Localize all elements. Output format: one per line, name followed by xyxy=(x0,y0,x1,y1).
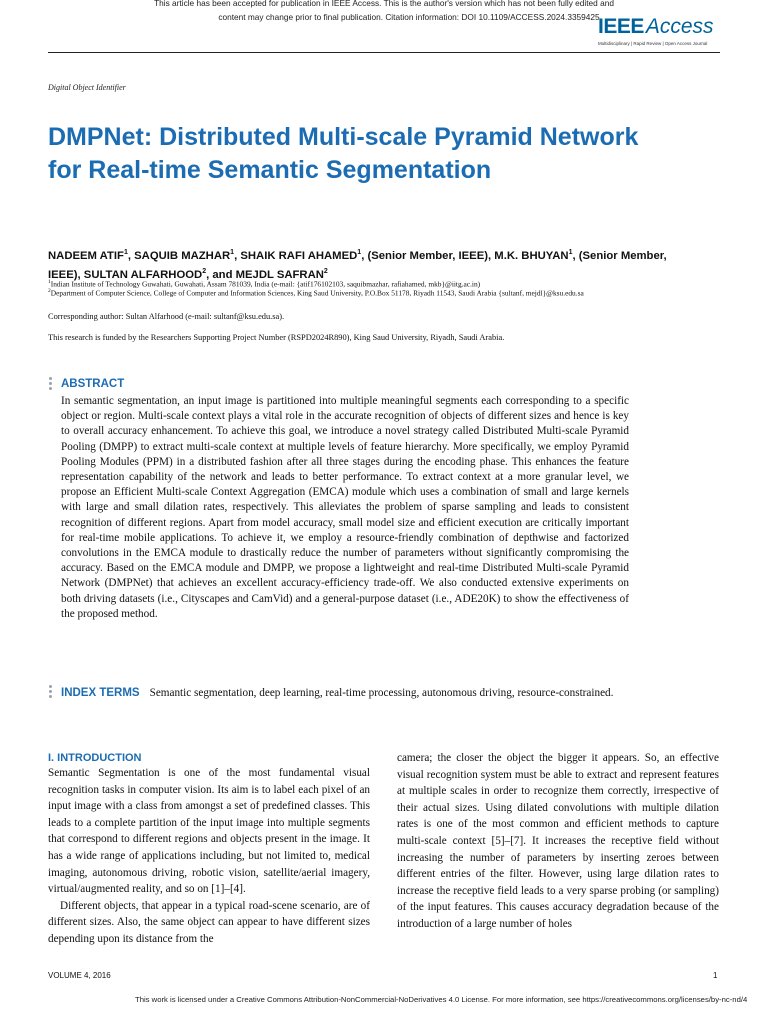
right-column xyxy=(397,750,719,933)
intro-paragraph-1: Semantic Segmentation is one of the most fundamental visual recognition tasks in computer vision. Its aim is to label each pixel of an input image with a class from amongst a set of predefined classes. This leads to a complete partition of the input image into multiple segments that correspond to different regions and objects present in the image. It has a wide range of applications including, but not limited to, medical imaging, autonomous driving, robotic vision, satellite/aerial imagery, virtual/augmented reality, and so on [1]–[4]. xyxy=(48,767,370,896)
funding-note: This research is funded by the Researchers Supporting Project Number (RSPD2024R890), King Saud University, Riyadh, Saudi Arabia. xyxy=(48,333,505,342)
affiliation-2-text: Department of Computer Science, College of Computer and Information Sciences, King Saud University, P.O.Box 51178, Riyadh 11543, Saudi Arabia {sultanf, mejdl}@ksu.edu.sa xyxy=(50,288,584,298)
intro-paragraph-2: Different objects, that appear in a typical road-scene scenario, are of different sizes. Also, the same object can appear to have different sizes depending upon its distance from the xyxy=(48,899,370,945)
logo-access-text: Access xyxy=(645,15,714,38)
ieee-access-logo xyxy=(598,15,716,49)
author-name: NADEEM ATIF xyxy=(48,249,124,262)
paper-title: DMPNet: Distributed Multi-scale Pyramid Network for Real-time Semantic Segmentation xyxy=(48,123,639,184)
affiliation-1-marker: 1 xyxy=(48,279,51,285)
author-separator: , and xyxy=(206,268,236,281)
index-terms xyxy=(61,685,629,702)
corresponding-author: Corresponding author: Sultan Alfarhood (e-mail: sultanf@ksu.edu.sa). xyxy=(48,312,285,321)
affiliation-1-text: Indian Institute of Technology Guwahati, Guwahati, Assam 781039, India (e-mail: {atif176102103, saquibmazhar, rafiahamed, mkb}@iitg.ac.in) xyxy=(50,279,481,289)
author-affiliation-marker: 1 xyxy=(230,249,235,256)
affiliation-2-marker: 2 xyxy=(48,288,51,294)
author-list xyxy=(48,245,668,283)
logo-ieee-text: IEEE xyxy=(598,15,644,38)
left-column xyxy=(48,765,370,948)
author-affiliation-marker: 1 xyxy=(568,249,573,256)
author-affiliation-marker: 1 xyxy=(357,249,362,256)
doi-label: Digital Object Identifier xyxy=(48,83,126,92)
author-name: SHAIK RAFI AHAMED xyxy=(240,249,358,262)
author-affiliation-marker: 2 xyxy=(323,267,328,275)
index-terms-dots-icon xyxy=(49,685,53,700)
author-affiliation-marker: 1 xyxy=(123,249,128,256)
author-separator: , (Senior Member, IEEE), xyxy=(48,249,667,281)
affiliation-2 xyxy=(48,287,688,297)
index-terms-body: Semantic segmentation, deep learning, real-time processing, autonomous driving, resource-constrained. xyxy=(149,687,614,699)
license-notice: This work is licensed under a Creative Commons Attribution-NonCommercial-NoDerivatives 4.0 License. For more information, see https://creativecommons.org/licenses/by-nc-nd/4 xyxy=(135,995,748,1004)
footer-volume: VOLUME 4, 2016 xyxy=(48,971,111,980)
page-number: 1 xyxy=(713,971,718,980)
header-rule xyxy=(48,52,720,53)
intro-paragraph-3: camera; the closer the object the bigger it appears. So, an effective visual recognition system must be able to extract and represent features at multiple scales in order to recognize them correctly, irrespective of their actual sizes. Using dilated convolutions with multiple dilation rates is one of the most common and efficient methods to capture multi-scale context [5]–[7]. It increases the receptive field without increasing the number of parameters by inserting zeroes between different entries of the filter. However, using large dilation rates to increase the receptive field leads to a very sparse probing (or sampling) of the input features. This causes accuracy degradation because of the introduction of a large number of holes xyxy=(397,752,719,930)
abstract-body: In semantic segmentation, an input image is partitioned into multiple meaningful segments each corresponding to a specific object or region. Multi-scale context plays a vital role in the accurate recognition of objects of different sizes and hence is key to overall accuracy enhancement. To achieve this goal, we introduce a novel strategy called Distributed Multi-scale Pyramid Pooling (DMPP) to extract multi-scale context at multiple levels of feature hierarchy. More specifically, we employ Pyramid Pooling Modules (PPM) in a distributed fashion after all three stages during the encoding phase. This enhances the feature representation capability of the network and leads to better performance. To extract context at a more granular level, we propose an Efficient Multi-scale Context Aggregation (EMCA) module which uses a combination of small and large kernels with large and small dilation rates, respectively. This alleviates the problem of sparse sampling and leads to consistent recognition of different regions. Apart from model accuracy, small model size and efficient execution are critically important for real-time mobile applications. To achieve it, we employ a resource-friendly combination of depthwise and factorized convolutions in the EMCA module to drastically reduce the number of parameters without significantly compromising the accuracy. Based on the EMCA module and DMPP, we propose a lightweight and real-time Distributed Multi-scale Pyramid Network (DMPNet) that achieves an excellent accuracy-efficiency trade-off. We also conducted extensive experiments on both driving datasets (i.e., Cityscapes and CamVid) and a general-purpose dataset (i.e., ADE20K) to show the effectiveness of the proposed method. xyxy=(61,395,629,620)
author-name: MEJDL SAFRAN xyxy=(235,268,324,281)
publication-notice-line-2: content may change prior to final publication. Citation information: DOI 10.1109/ACCESS.2024.3359425 xyxy=(218,12,600,22)
index-terms-heading: INDEX TERMS xyxy=(61,687,140,699)
abstract-heading: ABSTRACT xyxy=(61,378,125,390)
author-separator: , xyxy=(127,249,135,262)
author-name: M.K. BHUYAN xyxy=(494,249,569,262)
logo-tagline: Multidisciplinary | Rapid Review | Open Access Journal xyxy=(598,41,708,46)
publication-notice-line-1: This article has been accepted for publication in IEEE Access. This is the author's version which has not been fully edited and xyxy=(154,0,614,8)
section-heading-introduction: I. INTRODUCTION xyxy=(48,752,142,764)
author-separator: , (Senior Member, IEEE), xyxy=(361,249,495,262)
abstract-dots-icon xyxy=(49,377,53,392)
author-affiliation-marker: 2 xyxy=(202,267,207,275)
author-name: SAQUIB MAZHAR xyxy=(134,249,231,262)
author-separator: , xyxy=(234,249,241,262)
author-name: SULTAN ALFARHOOD xyxy=(83,268,203,281)
